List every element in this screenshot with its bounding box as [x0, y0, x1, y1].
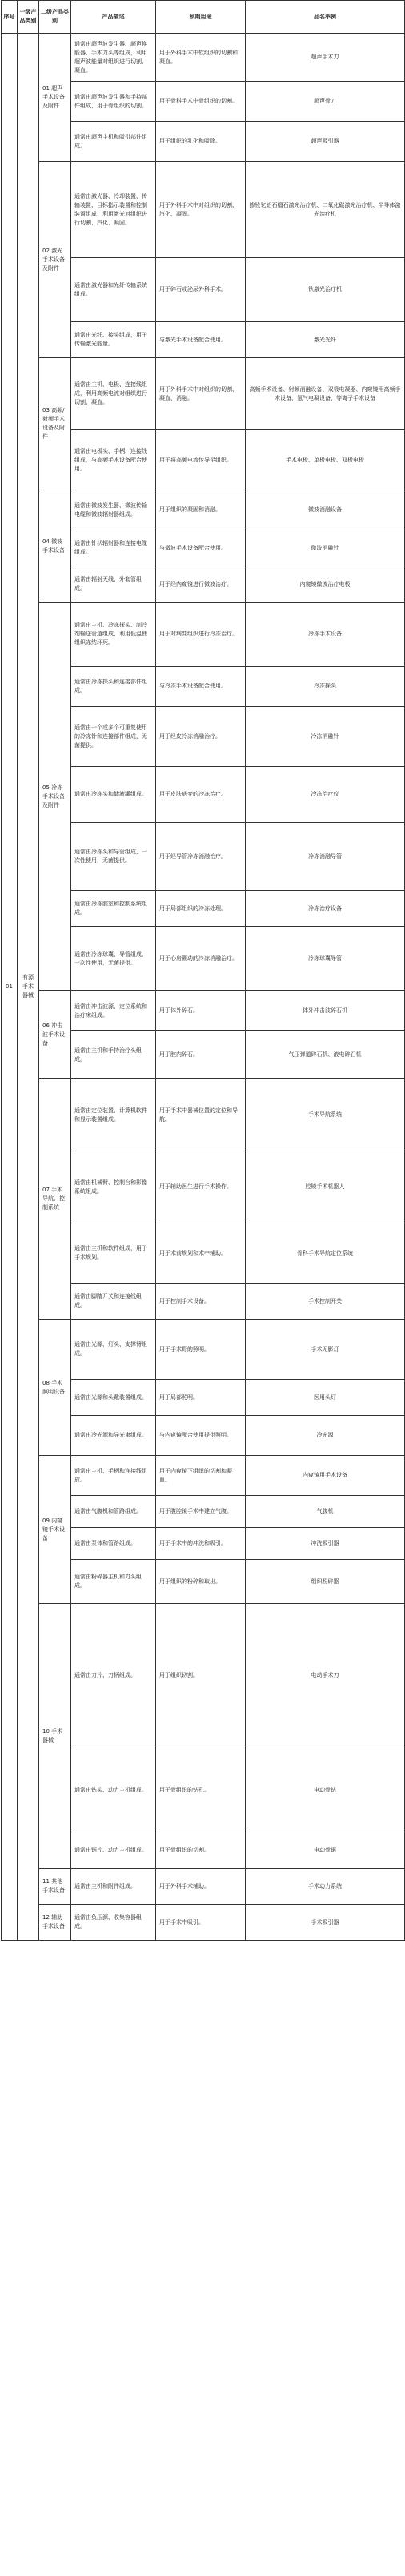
table-row: [2, 162, 405, 258]
cell-example: 手术动力系统: [246, 1869, 405, 1905]
cell-desc: 通常由负压源、收集容器组成。: [71, 1905, 156, 1941]
table-row: [2, 991, 405, 1031]
cell-cat2: 05 冷冻手术设备及附件: [39, 603, 71, 991]
cell-use: 用于骨组织的切割。: [156, 1832, 246, 1869]
cell-use: 用于手术中的冲洗和吸引。: [156, 1528, 246, 1560]
cell-example: 手术电极、单极电极、双极电极: [246, 430, 405, 490]
cell-use: 用于组织的凝固和消融。: [156, 490, 246, 530]
cell-example: 手术吸引器: [246, 1905, 405, 1941]
cell-use: 用于外科手术中对组织的切割、汽化、凝固。: [156, 162, 246, 258]
cell-use: 用于皮肤病变的冷冻治疗。: [156, 767, 246, 823]
cell-use: 与微波手术设备配合使用。: [156, 530, 246, 566]
cell-use: 用于腹腔镜手术中建立气腹。: [156, 1496, 246, 1528]
cell-desc: 通常由冷冻球囊、导管组成，一次性使用，无菌提供。: [71, 927, 156, 991]
table-row: [2, 1079, 405, 1151]
cell-example: 气压弹道碎石机、液电碎石机: [246, 1031, 405, 1079]
cell-example: 钬激光治疗机: [246, 258, 405, 322]
cell-example: 微波消融针: [246, 530, 405, 566]
cell-desc: 通常由光源、灯头、支撑臂组成。: [71, 1320, 156, 1380]
cell-desc: 通常由主机、电极、连接线组成，利用高频电流对组织进行切割、凝血。: [71, 358, 156, 430]
cell-use: 用于对病变组织进行冷冻治疗。: [156, 603, 246, 667]
cell-use: 用于碎石或泌尿外科手术。: [156, 258, 246, 322]
header-cat1: 一级产品类别: [18, 1, 39, 34]
cell-example: 手术导航系统: [246, 1079, 405, 1151]
cell-use: 用于将高频电流传导至组织。: [156, 430, 246, 490]
cell-example: 超声吸引器: [246, 122, 405, 162]
cell-use: 用于骨科手术中骨组织的切割。: [156, 82, 246, 122]
cell-cat2: 11 其他手术设备: [39, 1869, 71, 1905]
cell-use: 用于体外碎石。: [156, 991, 246, 1031]
cell-desc: 通常由光源和头戴装置组成。: [71, 1380, 156, 1416]
header-example: 品名举例: [246, 1, 405, 34]
cell-cat2: 07 手术导航、控制系统: [39, 1079, 71, 1320]
cell-use: 用于手术中吸引。: [156, 1905, 246, 1941]
cell-example: 冷冻治疗仪: [246, 767, 405, 823]
cell-desc: 通常由辐射天线、外套管组成。: [71, 566, 156, 603]
header-row: [2, 1, 405, 34]
cell-desc: 通常由主机、冷冻探头、制冷剂输送管道组成，利用低温使组织冻结坏死。: [71, 603, 156, 667]
cell-example: 冲洗吸引器: [246, 1528, 405, 1560]
cell-use: 用于控制手术设备。: [156, 1284, 246, 1320]
cell-desc: 通常由刀片、刀柄组成。: [71, 1604, 156, 1748]
cell-example: 电动手术刀: [246, 1604, 405, 1748]
cell-desc: 通常由冷冻头和储液罐组成。: [71, 767, 156, 823]
cell-desc: 通常由激光器和光纤传输系统组成。: [71, 258, 156, 322]
cell-use: 与冷冻手术设备配合使用。: [156, 667, 246, 707]
cell-cat2: 03 高频/射频手术设备及附件: [39, 358, 71, 490]
cell-use: 用于经皮冷冻消融治疗。: [156, 707, 246, 767]
cell-use: 用于骨组织的钻孔。: [156, 1748, 246, 1832]
cell-cat2: 08 手术照明设备: [39, 1320, 71, 1456]
cell-example: 掺钕钇铝石榴石激光治疗机、二氧化碳激光治疗机、半导体激光治疗机: [246, 162, 405, 258]
cell-example: 体外冲击波碎石机: [246, 991, 405, 1031]
cell-desc: 通常由冷冻探头和连接部件组成。: [71, 667, 156, 707]
cell-desc: 通常由主机和软件组成，用于手术规划。: [71, 1223, 156, 1284]
table-row: [2, 1905, 405, 1941]
cell-use: 与内窥镜配合使用提供照明。: [156, 1416, 246, 1456]
cell-cat2: 04 微波手术设备: [39, 490, 71, 603]
table-row: [2, 358, 405, 430]
cell-example: 冷冻消融针: [246, 707, 405, 767]
cell-desc: 通常由锯片、动力主机组成。: [71, 1832, 156, 1869]
cell-desc: 通常由超声波发生器、超声换能器、手术刀头等组成，利用超声波能量对组织进行切割、凝血。: [71, 34, 156, 82]
cell-cat2: 02 激光手术设备及附件: [39, 162, 71, 358]
cell-desc: 通常由超声主机和吸引部件组成。: [71, 122, 156, 162]
cell-example: 冷冻消融导管: [246, 823, 405, 891]
cell-desc: 通常由冷冻腔室和控制系统组成。: [71, 891, 156, 927]
cell-desc: 通常由冷冻头和导管组成，一次性使用，无菌提供。: [71, 823, 156, 891]
cell-example: 冷冻探头: [246, 667, 405, 707]
cell-cat2: 06 冲击波手术设备: [39, 991, 71, 1079]
table-row: [2, 1320, 405, 1380]
cell-example: 腔镜手术机器人: [246, 1151, 405, 1223]
cell-desc: 通常由泵体和管路组成。: [71, 1528, 156, 1560]
cell-example: 冷冻球囊导管: [246, 927, 405, 991]
cell-use: 用于外科手术中对组织的切割、凝血、消融。: [156, 358, 246, 430]
catalog-table: [1, 0, 405, 1941]
cell-use: 用于心房颤动的冷冻消融治疗。: [156, 927, 246, 991]
cell-use: 用于经导管冷冻消融治疗。: [156, 823, 246, 891]
cell-cat2: 10 手术器械: [39, 1604, 71, 1869]
cell-example: 气腹机: [246, 1496, 405, 1528]
cell-use: 用于局部组织的冷冻处理。: [156, 891, 246, 927]
cell-desc: 通常由超声波发生器和手持部件组成，用于骨组织的切割。: [71, 82, 156, 122]
cell-example: 手术无影灯: [246, 1320, 405, 1380]
cell-cat2: 12 辅助手术设备: [39, 1905, 71, 1941]
cell-desc: 通常由电极头、手柄、连接线组成，与高频手术设备配合使用。: [71, 430, 156, 490]
cell-desc: 通常由机械臂、控制台和影像系统组成。: [71, 1151, 156, 1223]
cell-desc: 通常由脚踏开关和连接线组成。: [71, 1284, 156, 1320]
cell-use: 用于组织的乳化和吸除。: [156, 122, 246, 162]
cell-example: 骨科手术导航定位系统: [246, 1223, 405, 1284]
cell-cat2: 01 超声手术设备及附件: [39, 34, 71, 162]
cell-example: 内窥镜用手术设备: [246, 1456, 405, 1496]
cell-desc: 通常由钻头、动力主机组成。: [71, 1748, 156, 1832]
cell-cat2: 09 内窥镜手术设备: [39, 1456, 71, 1604]
cell-example: 冷光源: [246, 1416, 405, 1456]
cell-example: 高频手术设备、射频消融设备、双极电凝器、内窥镜用高频手术设备、氩气电凝设备、等离子手术设备: [246, 358, 405, 430]
cell-use: 用于辅助医生进行手术操作。: [156, 1151, 246, 1223]
table-row: [2, 603, 405, 667]
cell-desc: 通常由主机和手持治疗头组成。: [71, 1031, 156, 1079]
cell-use: 用于外科手术辅助。: [156, 1869, 246, 1905]
cell-desc: 通常由冷光源和导光束组成。: [71, 1416, 156, 1456]
cell-desc: 通常由光纤、接头组成，用于传输激光能量。: [71, 322, 156, 358]
cell-use: 用于组织切割。: [156, 1604, 246, 1748]
cell-example: 激光光纤: [246, 322, 405, 358]
cell-desc: 通常由气腹机和管路组成。: [71, 1496, 156, 1528]
table-row: [2, 1869, 405, 1905]
cell-use: 用于手术中器械位置的定位和导航。: [156, 1079, 246, 1151]
cell-use: 用于手术野的照明。: [156, 1320, 246, 1380]
cell-example: 超声手术刀: [246, 34, 405, 82]
cell-seq: 01: [2, 34, 18, 1941]
cell-desc: 通常由定位装置、计算机软件和显示装置组成。: [71, 1079, 156, 1151]
cell-example: 电动骨锯: [246, 1832, 405, 1869]
table-row: [2, 1604, 405, 1748]
cell-desc: 通常由冲击波源、定位系统和治疗床组成。: [71, 991, 156, 1031]
cell-cat1: 有源手术器械: [18, 34, 39, 1941]
cell-use: 用于腔内碎石。: [156, 1031, 246, 1079]
cell-use: 用于局部照明。: [156, 1380, 246, 1416]
header-seq: 序号: [2, 1, 18, 34]
cell-use: 用于经内窥镜进行微波治疗。: [156, 566, 246, 603]
cell-use: 用于外科手术中软组织的切割和凝血。: [156, 34, 246, 82]
cell-desc: 通常由主机和附件组成。: [71, 1869, 156, 1905]
cell-example: 手术控制开关: [246, 1284, 405, 1320]
cell-example: 组织粉碎器: [246, 1560, 405, 1604]
cell-use: 用于组织的粉碎和取出。: [156, 1560, 246, 1604]
cell-desc: 通常由激光器、冷却装置、传输装置、目标指示装置和控制装置组成，利用激光对组织进行切割、汽化、凝固。: [71, 162, 156, 258]
table-body: [2, 34, 405, 1941]
cell-desc: 通常由微波发生器、微波传输电缆和微波辐射器组成。: [71, 490, 156, 530]
table-row: [2, 1456, 405, 1496]
cell-desc: 通常由一个或多个可重复使用的冷冻针和连接部件组成，无菌提供。: [71, 707, 156, 767]
cell-example: 电动骨钻: [246, 1748, 405, 1832]
table-row: [2, 490, 405, 530]
header-cat2: 二级产品类别: [39, 1, 71, 34]
cell-example: 内窥镜微波治疗电极: [246, 566, 405, 603]
cell-desc: 通常由主机、手柄和连接线组成。: [71, 1456, 156, 1496]
cell-desc: 通常由粉碎器主机和刀头组成。: [71, 1560, 156, 1604]
table-row: [2, 34, 405, 82]
cell-example: 冷冻治疗设备: [246, 891, 405, 927]
cell-example: 冷冻手术设备: [246, 603, 405, 667]
cell-example: 超声骨刀: [246, 82, 405, 122]
cell-use: 用于术前规划和术中辅助。: [156, 1223, 246, 1284]
cell-example: 微波消融设备: [246, 490, 405, 530]
header-desc: 产品描述: [71, 1, 156, 34]
cell-use: 与激光手术设备配合使用。: [156, 322, 246, 358]
cell-example: 医用头灯: [246, 1380, 405, 1416]
cell-use: 用于内窥镜下组织的切割和凝血。: [156, 1456, 246, 1496]
cell-desc: 通常由针状辐射器和连接电缆组成。: [71, 530, 156, 566]
header-use: 预期用途: [156, 1, 246, 34]
